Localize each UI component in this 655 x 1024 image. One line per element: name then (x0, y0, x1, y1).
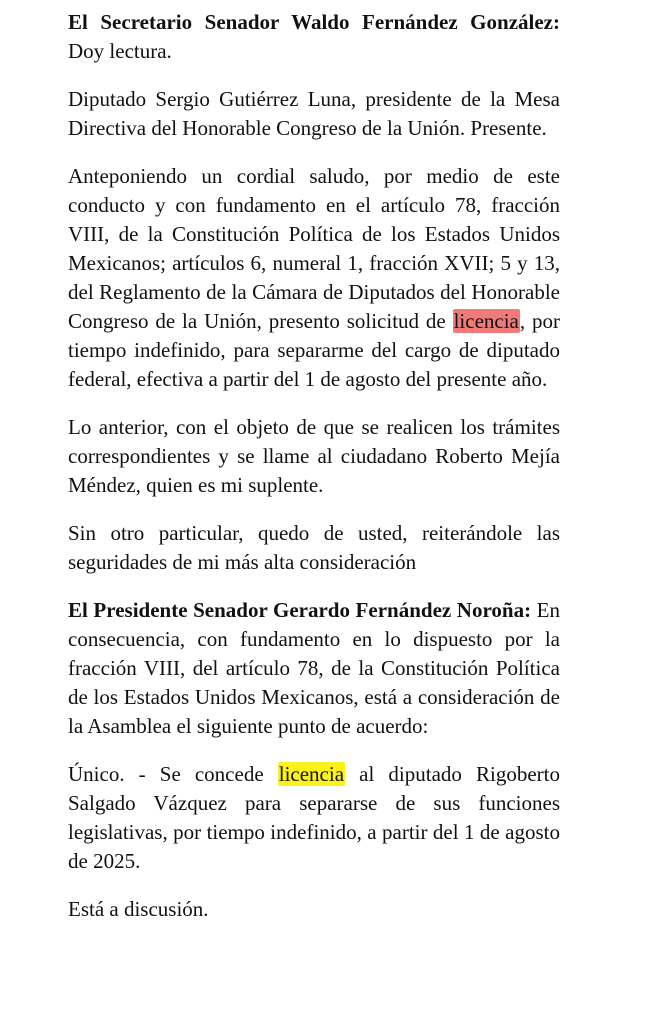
paragraph-text: Anteponiendo un cordial saludo, por medio de este conducto y con fundamento en el artículo 78, fracción VIII, de la Constitución Política de los Estados Unidos Mexicanos; artículos 6, numeral 1, fracción XVII; 5 y 13, del Reglamento de la Cámara de Diputados del Honorable Congreso de la Unión, presento solicitud de (68, 164, 560, 333)
paragraph-text: Doy lectura. (68, 39, 172, 63)
paragraph-text: Lo anterior, con el objeto de que se realicen los trámites correspondientes y se llame al ciudadano Roberto Mejía Méndez, quien es mi suplente. (68, 415, 560, 497)
paragraph-agreement (68, 760, 560, 876)
paragraph-closing (68, 519, 560, 577)
paragraph-discussion (68, 895, 560, 924)
paragraph-text: En consecuencia, con fundamento en lo dispuesto por la fracción VIII, del artículo 78, de la Constitución Política de los Estados Unidos Mexicanos, está a consideración de la Asamblea el siguiente punto de acuerdo: (68, 598, 560, 738)
highlighted-word-yellow: licencia (278, 762, 345, 786)
paragraph-secretary-reading (68, 8, 560, 66)
paragraph-text: , por tiempo indefinido, para separarme del cargo de diputado federal, efectiva a partir del 1 de agosto del presente año. (68, 309, 561, 391)
paragraph-text: Diputado Sergio Gutiérrez Luna, presidente de la Mesa Directiva del Honorable Congreso de la Unión. Presente. (68, 87, 560, 140)
paragraph-license-request (68, 162, 560, 394)
speaker-name: El Secretario Senador Waldo Fernández González: (68, 10, 560, 34)
paragraph-text: al diputado Rigoberto Salgado Vázquez para separarse de sus funciones legislativas, por tiempo indefinido, a partir del 1 de agosto de 2025. (68, 762, 560, 873)
paragraph-text: Sin otro particular, quedo de usted, reiterándole las seguridades de mi más alta consideración (68, 521, 560, 574)
highlighted-word-red: licencia (453, 309, 519, 333)
paragraph-text: Único. - Se concede (68, 762, 278, 786)
speaker-name: El Presidente Senador Gerardo Fernández Noroña: (68, 598, 532, 622)
paragraph-text: Está a discusión. (68, 897, 209, 921)
paragraph-addressee (68, 85, 560, 143)
paragraph-substitute (68, 413, 560, 500)
paragraph-president-statement (68, 596, 560, 741)
